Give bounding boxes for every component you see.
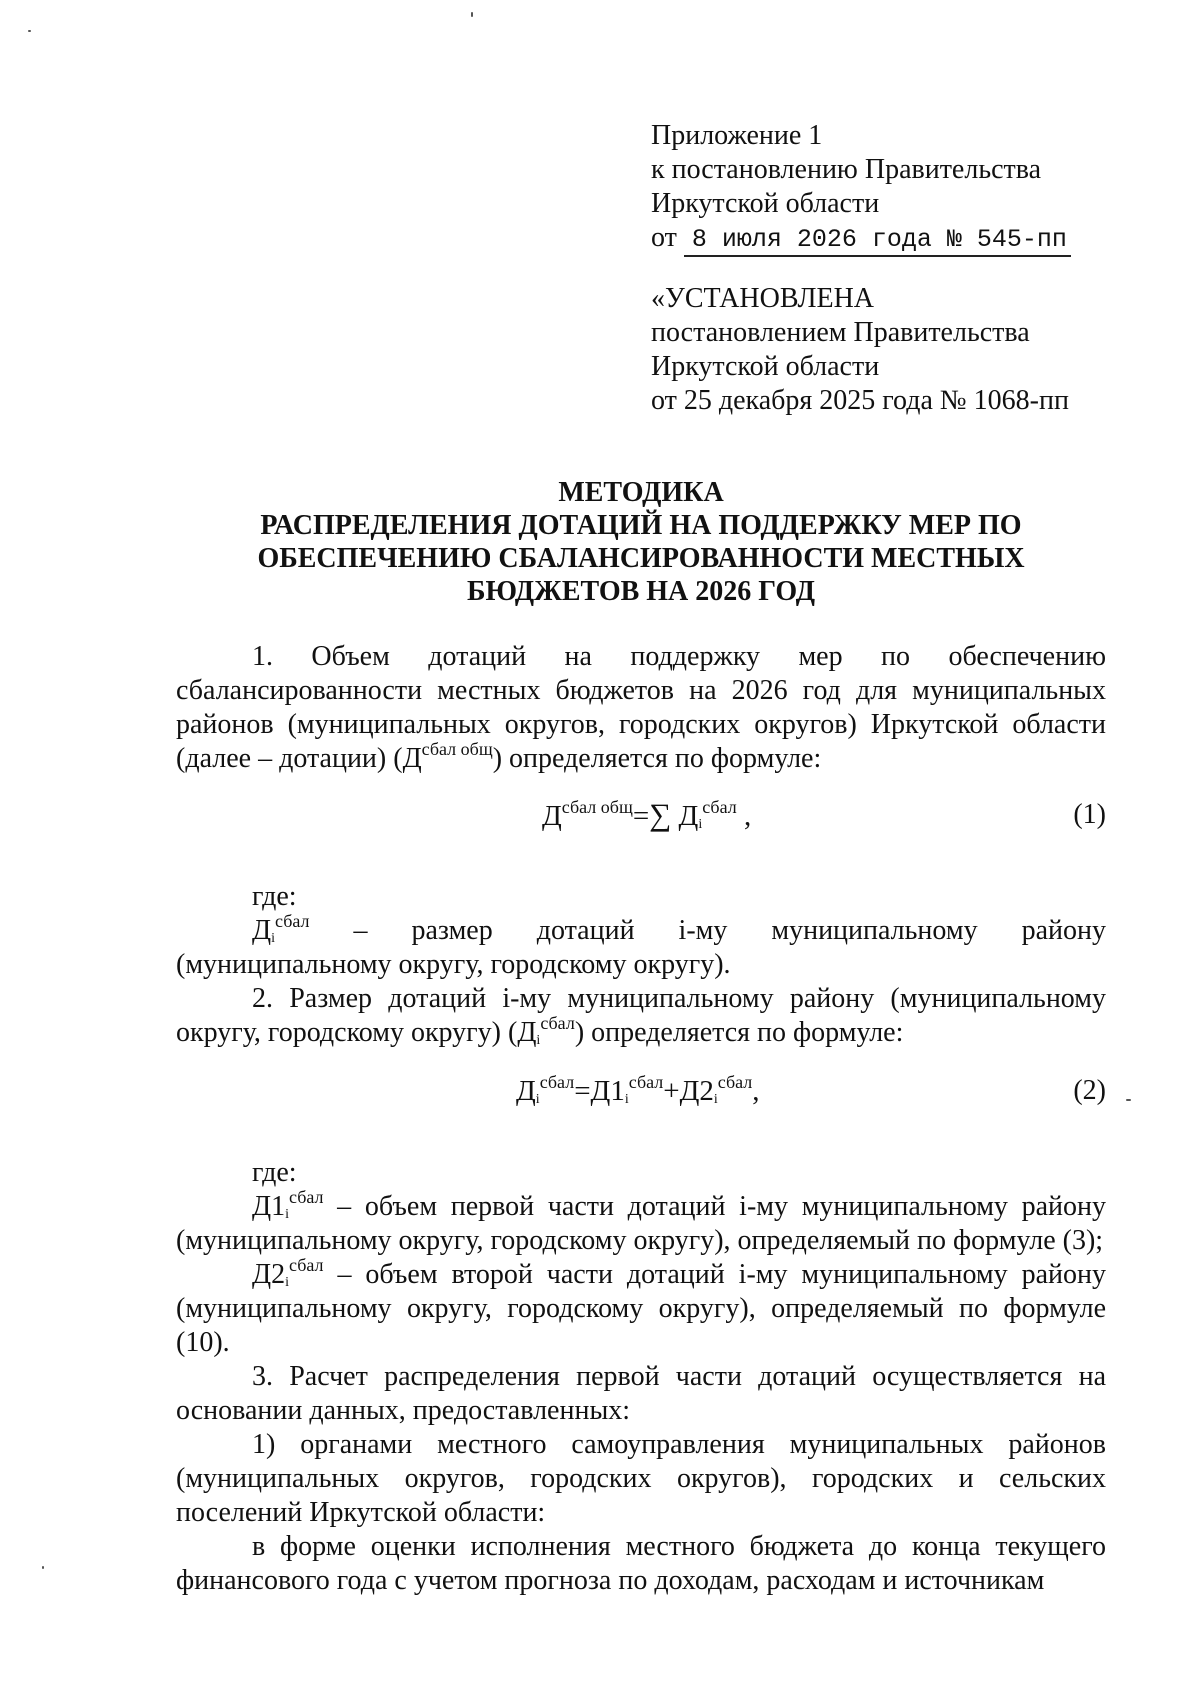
- appendix-date-prefix: от: [651, 222, 677, 253]
- def-d2-sup: сбал: [289, 1255, 324, 1275]
- established-region: Иркутской области: [651, 351, 880, 382]
- f2-sup-1: сбал: [539, 1072, 575, 1092]
- f1-d: Д: [542, 800, 562, 832]
- f1-sub-i: i: [698, 817, 703, 832]
- f2-d1: Д1: [590, 1075, 625, 1107]
- f1-sup-sbal: сбал: [702, 797, 737, 817]
- paragraph-3-form: в форме оценки исполнения местного бюджета до конца текущего финансового года с учетом прогноза по доходам, расходам и источникам: [176, 1531, 1106, 1596]
- formula-1-row: [176, 798, 1106, 842]
- f2-sup-2: сбал: [628, 1072, 664, 1092]
- formula-2-row: [176, 1074, 1106, 1118]
- definition-d1: [176, 1187, 1106, 1258]
- def-di-sup: сбал: [275, 911, 310, 931]
- appendix-date-line: [651, 221, 1071, 255]
- f2-comma: ,: [752, 1075, 760, 1107]
- def-d1-d: Д1: [252, 1191, 286, 1222]
- def-d2-sub: i: [285, 1275, 289, 1290]
- formula-1: [542, 798, 751, 833]
- established-date: от 25 декабря 2025 года № 1068-пп: [651, 385, 1069, 416]
- def-d1-sup: сбал: [289, 1187, 324, 1207]
- f1-sum: ∑: [649, 797, 672, 832]
- document-title: [176, 476, 1106, 608]
- f1-di: Д: [678, 800, 699, 832]
- formula-2: [516, 1074, 760, 1108]
- established-ref: постановлением Правительства: [651, 317, 1030, 348]
- appendix-ref: к постановлению Правительства: [651, 154, 1042, 185]
- p2-sup: сбал: [540, 1013, 575, 1033]
- scan-speck: [1126, 1099, 1131, 1101]
- paragraph-3: 3. Расчет распределения первой части дотаций осуществляется на основании данных, предоставленных:: [176, 1361, 1106, 1426]
- def-d2-text: – объем второй части дотаций i-му муниципальному району (муниципальному округу, городскому округу), определяемый по формуле (10).: [176, 1259, 1106, 1358]
- f2-di: Д: [516, 1075, 536, 1107]
- f2-sup-3: сбал: [717, 1072, 753, 1092]
- def-di-d: Д: [252, 915, 272, 946]
- def-d2-d: Д2: [252, 1259, 286, 1290]
- appendix-header: [651, 119, 1071, 255]
- f1-comma: ,: [743, 800, 752, 832]
- paragraph-2: [176, 982, 1106, 1050]
- appendix-region: Иркутской области: [651, 188, 880, 219]
- appendix-title: Приложение 1: [651, 120, 823, 151]
- p2-text-end: ) определяется по формуле:: [574, 1017, 904, 1048]
- p2-sub: i: [536, 1033, 541, 1048]
- definition-di: [176, 911, 1106, 982]
- p1-text-end: ) определяется по формуле:: [492, 743, 822, 774]
- def-di-text: – размер дотаций i-му муниципальному району (муниципальному округу, городскому округу).: [176, 915, 1106, 980]
- p2-text: 2. Размер дотаций i-му муниципальному району (муниципальному округу, городскому округу) (: [176, 983, 1106, 1048]
- f2-plus: +: [663, 1075, 680, 1107]
- paragraph-1: [176, 640, 1106, 776]
- f2-eq: =: [574, 1075, 591, 1107]
- where-label-2: где:: [252, 1157, 297, 1188]
- f2-sub-i-3: i: [713, 1092, 718, 1107]
- def-di-sub: i: [271, 931, 275, 946]
- sup-sbal-obsch: сбал общ: [421, 739, 493, 759]
- established-block: [651, 282, 1069, 418]
- f2-sub-i-2: i: [624, 1092, 629, 1107]
- f1-eq: =: [632, 800, 650, 832]
- title-line-1: МЕТОДИКА: [558, 477, 724, 508]
- title-line-2: РАСПРЕДЕЛЕНИЯ ДОТАЦИЙ НА ПОДДЕРЖКУ МЕР ПО: [260, 510, 1022, 541]
- f2-d2: Д2: [679, 1075, 714, 1107]
- formula-1-number: (1): [1073, 799, 1106, 830]
- sym-d: Д: [402, 743, 422, 774]
- appendix-date-filled: 8 июля 2026 года № 545-пп: [684, 225, 1071, 257]
- p2-d: Д: [517, 1017, 537, 1048]
- scan-speck: [471, 12, 473, 17]
- document-body: [176, 640, 1106, 1598]
- def-d1-sub: i: [285, 1207, 289, 1222]
- definition-d2: [176, 1255, 1106, 1360]
- scan-speck: [28, 30, 31, 32]
- paragraph-3-item-1: 1) органами местного самоуправления муниципальных районов (муниципальных округов, городских округов), городских и сельских поселений Иркутской области:: [176, 1429, 1106, 1528]
- title-line-4: БЮДЖЕТОВ НА 2026 ГОД: [466, 576, 816, 607]
- f2-sub-i: i: [535, 1092, 540, 1107]
- established-title: «УСТАНОВЛЕНА: [651, 283, 875, 314]
- p1-text: 1. Объем дотаций на поддержку мер по обеспечению сбалансированности местных бюджетов на 2026 год для муниципальных районов (муниципальных округов, городских округов) Иркутской области (далее – дотации) (: [176, 641, 1106, 774]
- where-label-1: где:: [252, 881, 297, 912]
- f1-sup: сбал общ: [561, 797, 633, 817]
- def-d1-text: – объем первой части дотаций i-му муниципальному району (муниципальному округу, городскому округу), определяемый по формуле (3);: [176, 1191, 1106, 1256]
- scan-speck: [42, 1566, 44, 1569]
- formula-2-number: (2): [1073, 1075, 1106, 1106]
- title-line-3: ОБЕСПЕЧЕНИЮ СБАЛАНСИРОВАННОСТИ МЕСТНЫХ: [257, 543, 1025, 574]
